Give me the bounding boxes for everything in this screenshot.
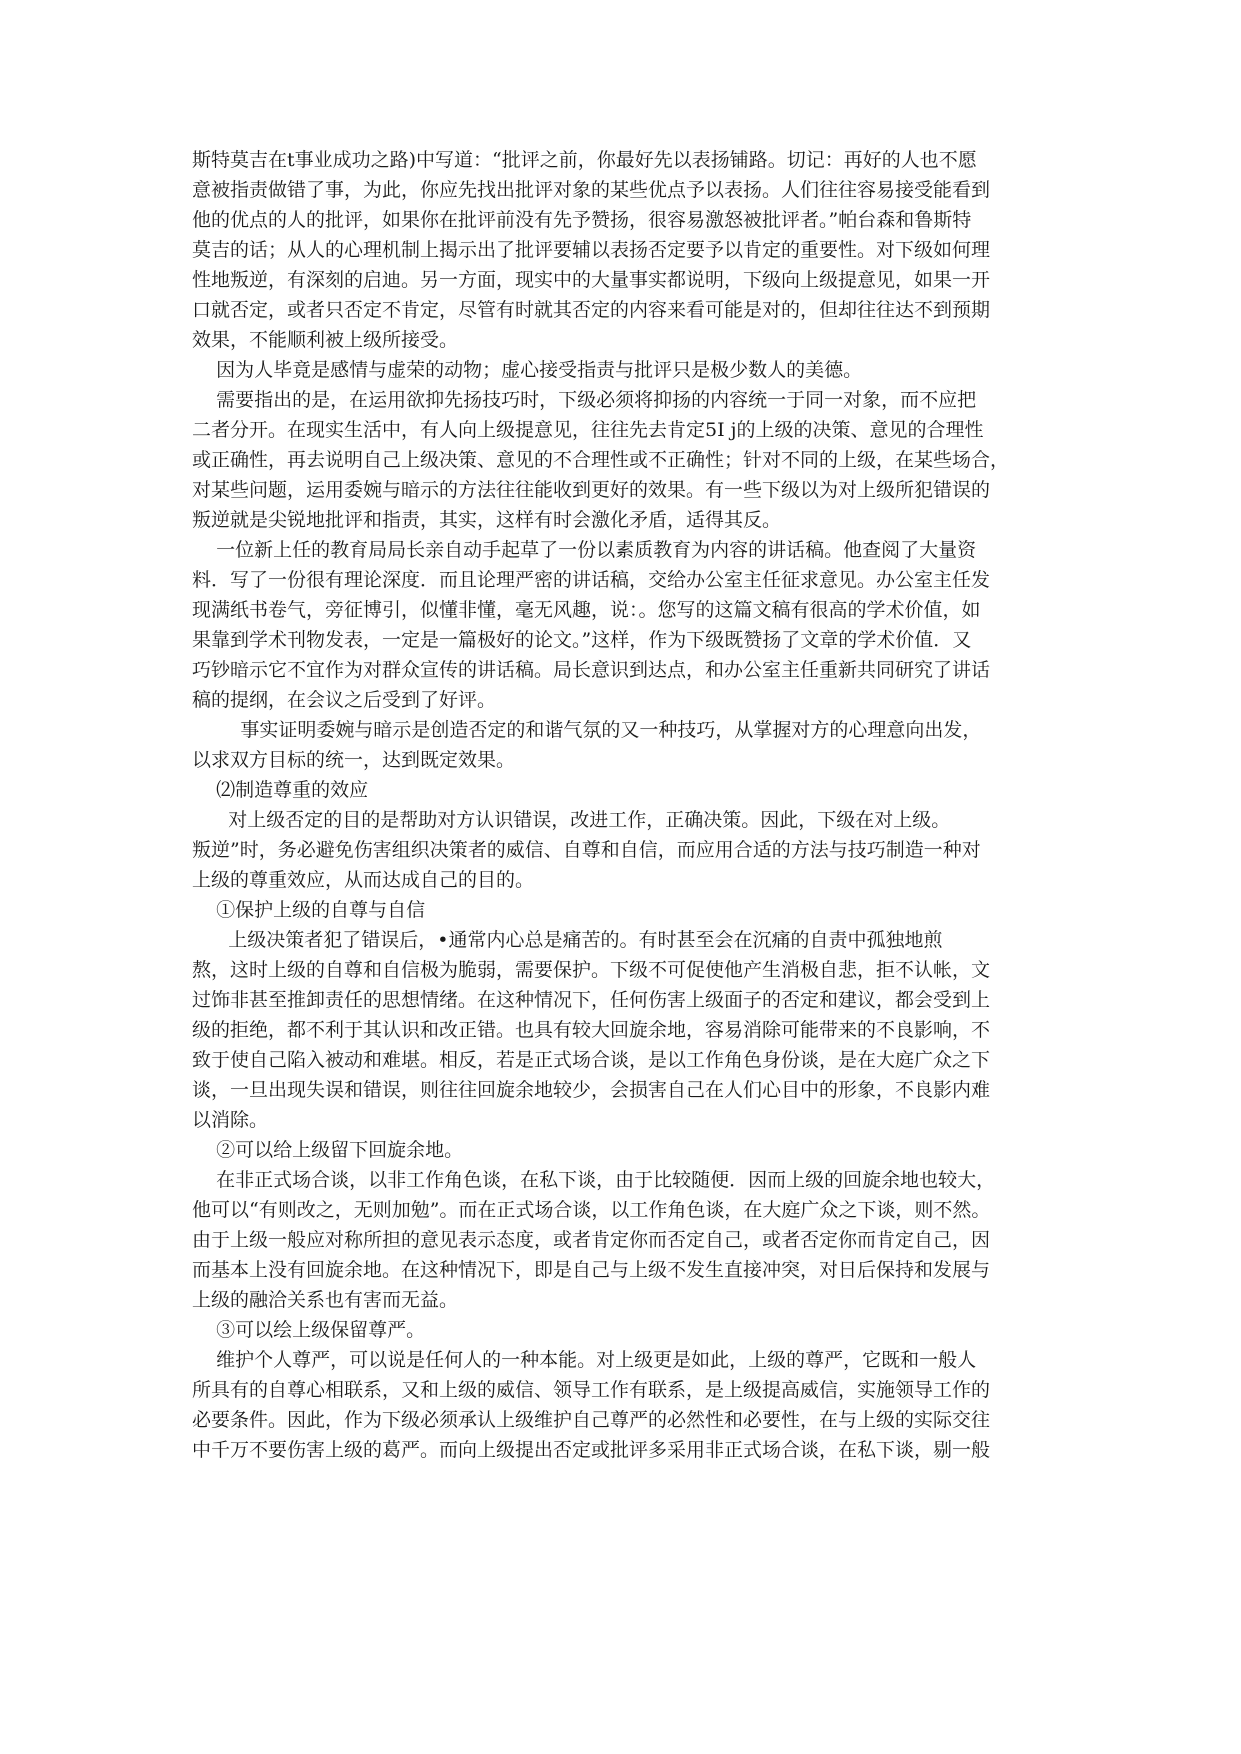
text-line: ②可以给上级留下回旋余地。 [192,1139,464,1161]
text-line: ①保护上级的自尊与自信 [192,899,426,921]
text-line: 谈，一旦出现失误和错误，则往往回旋余地较少，会损害自己在人们心目中的形象，不良影内难 [192,1079,991,1101]
text-line: ⑵制造尊重的效应 [192,779,369,801]
text-line: 性地叛逆，有深刻的启迪。另一方面，现实中的大量事实都说明，下级向上级提意见，如果一开 [192,269,991,291]
text-line: 叛逆就是尖锐地批评和指责，其实，这样有时会激化矛盾，适得其反。 [192,509,782,531]
text-line: 效果，不能顺利被上级所接受。 [192,329,459,351]
text-line: 或正确性，再去说明自己上级决策、意见的不合理性或不正确性；针对不同的上级，在某些场合， [192,449,1010,471]
text-line: 需要指出的是，在运用欲抑先扬技巧时，下级必须将抑扬的内容统一于同一对象，而不应把 [192,389,977,411]
text-line: 所具有的自尊心相联系，又和上级的威信、领导工作有联系，是上级提高威信，实施领导工作的 [192,1379,991,1401]
text-line: 对上级否定的目的是帮助对方认识错误，改进工作，正确决策。因此，下级在对上级。 [192,809,951,831]
text-line: 上级决策者犯了错误后，•通常内心总是痛苦的。有时甚至会在沉痛的自责中孤独地煎 [192,929,943,951]
text-line: 熬，这时上级的自尊和自信极为脆弱，需要保护。下级不可促使他产生消极自悲，拒不认帐，文 [192,959,991,981]
text-line: 二者分开。在现实生活中，有人向上级提意见，往往先去肯定5I j的上级的决策、意见的合理性 [192,419,984,441]
text-line: 中千万不要伤害上级的葛严。而向上级提出否定或批评多采用非正式场合谈，在私下谈，剔一般 [192,1439,991,1461]
text-line: 级的拒绝，都不利于其认识和改正错。也具有较大回旋余地，容易消除可能带来的不良影响，不 [192,1019,991,1041]
text-line: 他可以“有则改之，无则加勉”。而在正式场合谈，以工作角色谈，在大庭广众之下谈，则不然。 [192,1199,991,1221]
text-line: 由于上级一般应对称所担的意见表示态度，或者肯定你而否定自己，或者否定你而肯定自己，因 [192,1229,991,1251]
text-line: 上级的融洽关系也有害而无益。 [192,1289,459,1311]
text-line: 莫吉的话；从人的心理机制上揭示出了批评要辅以表扬否定要予以肯定的重要性。对下级如何理 [192,239,991,261]
text-line: 他的优点的人的批评，如果你在批评前没有先予赞扬，很容易激怒被批评者。”帕台森和鲁斯特 [192,209,972,231]
document-body [192,145,1072,1465]
text-line: 以求双方目标的统一，达到既定效果。 [192,749,516,771]
text-line: 巧钞暗示它不宜作为对群众宣传的讲话稿。局长意识到达点，和办公室主任重新共同研究了讲话 [192,659,991,681]
text-line: 致于使自己陷入被动和难堪。相反，若是正式场合谈，是以工作角色身份谈，是在大庭广众之下 [192,1049,991,1071]
text-line: 果靠到学术刊物发表，一定是一篇极好的论文。”这样，作为下级既赞扬了文章的学术价值．又 [192,629,972,651]
text-line: 料．写了一份很有理论深度．而且论理严密的讲话稿，交给办公室主任征求意见。办公室主任发 [192,569,991,591]
text-line: 意被指责做错了事，为此，你应先找出批评对象的某些优点予以表扬。人们往往容易接受能看到 [192,179,991,201]
text-line: 上级的尊重效应，从而达成自己的目的。 [192,869,535,891]
text-line: ③可以绘上级保留尊严。 [192,1319,426,1341]
text-line: 一位新上任的教育局局长亲自动手起草了一份以素质教育为内容的讲话稿。他查阅了大量资 [192,539,977,561]
text-line: 口就否定，或者只否定不肯定，尽管有时就其否定的内容来看可能是对的，但却往往达不到预期 [192,299,991,321]
text-line: 现满纸书卷气，旁征博引，似懂非懂，毫无风趣，说：。您写的这篇文稿有很高的学术价值，如 [192,599,981,621]
text-line: 叛逆”时，务必避免伤害组织决策者的威信、自尊和自信，而应用合适的方法与技巧制造一种对 [192,839,981,861]
text-line: 在非正式场合谈，以非工作角色谈，在私下谈，由于比较随便．因而上级的回旋余地也较大， [192,1169,996,1191]
text-line: 事实证明委婉与暗示是创造否定的和谐气氛的又一种技巧，从掌握对方的心理意向出发， [192,719,982,741]
text-line: 过饰非甚至推卸责任的思想情绪。在这种情况下，任何伤害上级面子的否定和建议，都会受到上 [192,989,991,1011]
text-line: 以消除。 [192,1109,269,1131]
text-line: 稿的提纲，在会议之后受到了好评。 [192,689,497,711]
text-line: 维护个人尊严，可以说是任何人的一种本能。对上级更是如此，上级的尊严，它既和一般人 [192,1349,977,1371]
text-line: 因为人毕竟是感情与虚荣的动物；虚心接受指责与批评只是极少数人的美德。 [192,359,863,381]
text-line: 而基本上没有回旋余地。在这种情况下，即是自己与上级不发生直接冲突，对日后保持和发展与 [192,1259,991,1281]
text-line: 必要条件。因此，作为下级必须承认上级维护自己尊严的必然性和必要性，在与上级的实际交往 [192,1409,991,1431]
text-line: 对某些问题，运用委婉与暗示的方法往往能收到更好的效果。有一些下级以为对上级所犯错误的 [192,479,991,501]
text-line: 斯特莫吉在t事业成功之路)中写道：“批评之前，你最好先以表扬铺路。切记：再好的人也不愿 [192,149,977,171]
